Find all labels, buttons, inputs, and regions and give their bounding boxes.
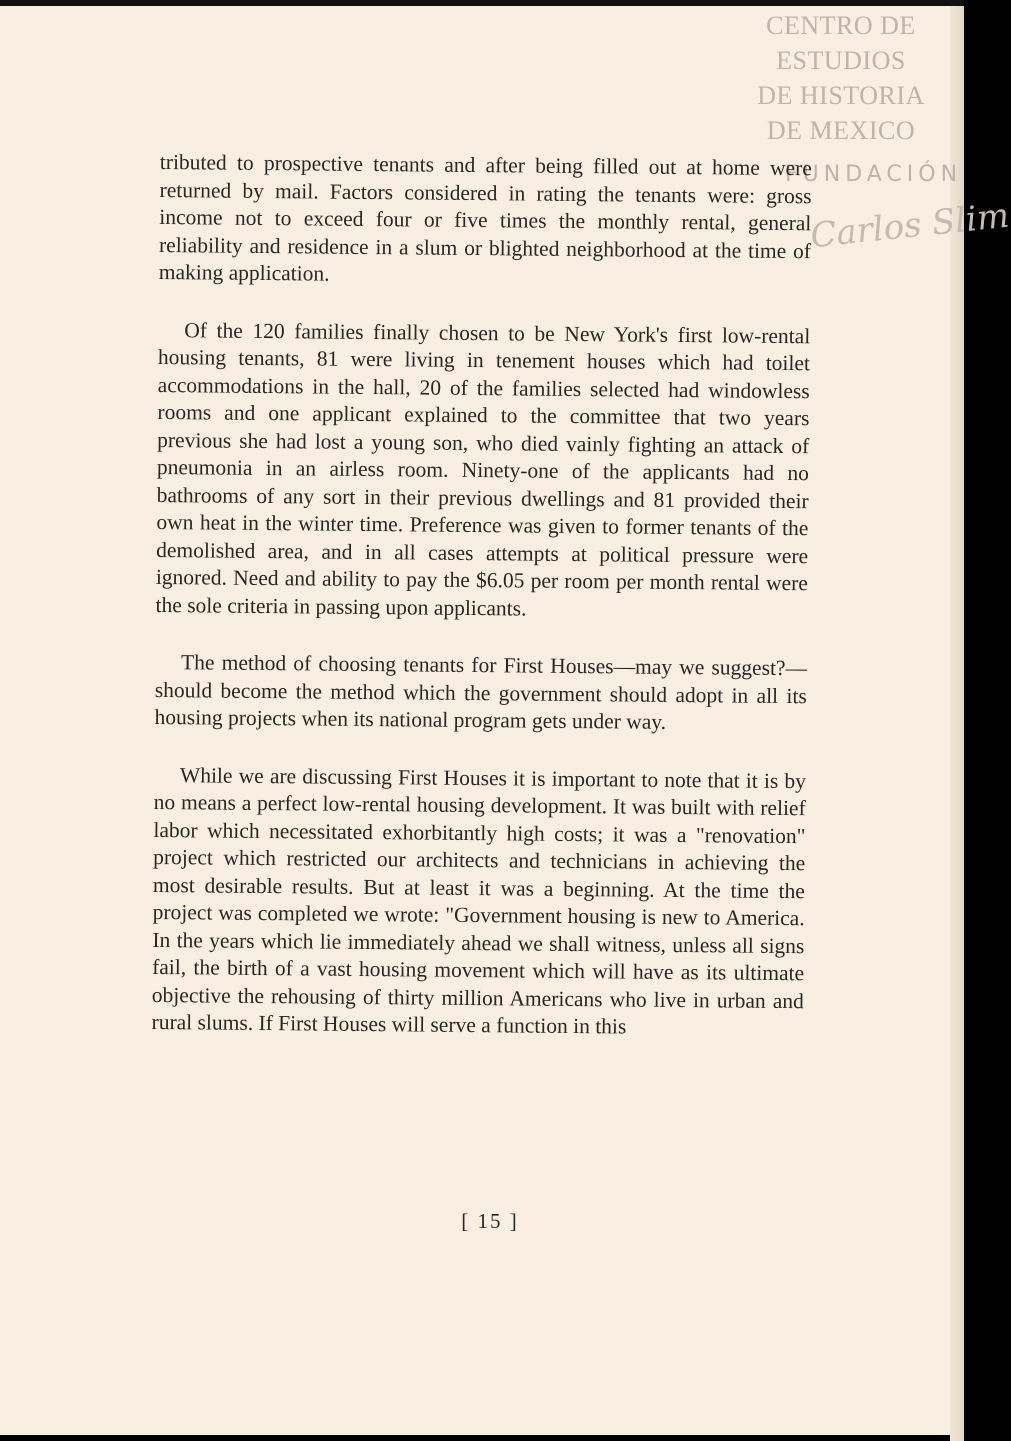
watermark-line-3: DE HISTORIA — [757, 81, 925, 110]
paragraph-2: Of the 120 families finally chosen to be New York's first low-rental housing tenants, 81 were living in tenement houses which had toilet accommodations in the hall, 20 of the families selected had windowless rooms and one applicant explained to the committee that two years previous she had lost a young son, who died vainly fighting an attack of pneumonia in an airless room. Ninety-one of the applicants had no bathrooms of any sort in their previous dwellings and 81 provided their own heat in the winter time. Preference was given to former tenants of the demolished area, and in all cases attempts at political pressure were ignored. Need and ability to pay the $6.05 per room per month rental were the sole criteria in passing upon applicants. — [155, 317, 811, 621]
watermark-stamp — [736, 8, 946, 148]
watermark-line-4: DE MEXICO — [766, 116, 916, 145]
watermark-line-2: ESTUDIOS — [776, 46, 906, 75]
watermark-signature: Carlos Slim — [808, 195, 1011, 257]
paragraph-1: tributed to prospective tenants and after being filled out at home were returned by mail. Factors considered in rating the tenants were: gross income not to exceed four or five times the monthly rental, general reliability and residence in a slum or blighted neighborhood at the time of making application. — [158, 149, 812, 286]
paragraph-4: While we are discussing First Houses it is important to note that it is by no means a perfect low-rental housing development. It was built with relief labor which necessitated exhorbitantly high costs; it was a "renovation" project which restricted our architects and technicians in achieving the most desirable results. But at least it was a beginning. At the time the project was completed we wrote: "Government housing is new to America. In the years which lie immediately ahead we shall witness, unless all signs fail, the birth of a vast housing movement which will have as its ultimate objective the rehousing of thirty million Americans who live in urban and rural slums. If First Houses will serve a function in this — [151, 762, 807, 1039]
watermark-line-1: CENTRO DE — [766, 11, 916, 40]
paragraph-3: The method of choosing tenants for First Houses—may we suggest?—should become the method which the government should adopt in all its housing projects when its national program gets under way. — [154, 650, 808, 734]
watermark-foundation: FUNDACIÓN — [785, 162, 963, 187]
body-text — [151, 149, 812, 1073]
page-number: [ 15 ] — [461, 1209, 519, 1233]
